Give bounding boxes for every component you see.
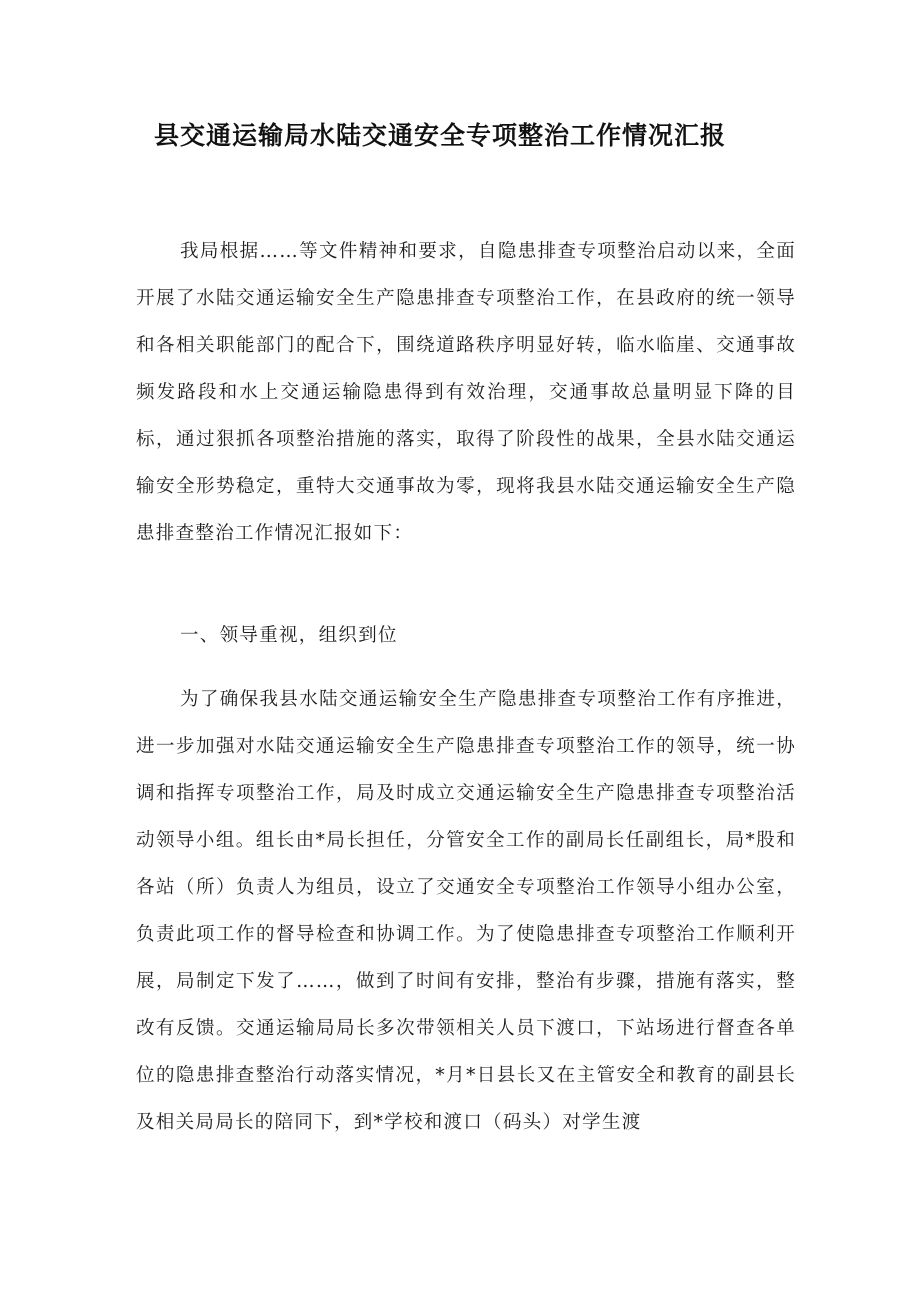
section-heading: 一、领导重视，组织到位 [180, 625, 398, 646]
section-paragraph: 为了确保我县水陆交通运输安全生产隐患排查专项整治工作有序推进，进一步加强对水陆交通运输安全生产隐患排查专项整治工作的领导，统一协调和指挥专项整治工作，局及时成立交通运输安全生产隐患排查专项整治活动领导小组。组长由*局长担任，分管安全工作的副局长任副组长，局*股和各站（所）负责人为组员，设立了交通安全专项整治工作领导小组办公室，负责此项工作的督导检查和协调工作。为了使隐患排查专项整治工作顺利开展，局制定下发了……，做到了时间有安排，整治有步骤，措施有落实，整改有反馈。交通运输局局长多次带领相关人员下渡口，下站场进行督查各单位的隐患排查整治行动落实情况，*月*日县长又在主管安全和教育的副县长及相关局局长的陪同下，到*学校和渡口（码头）对学生渡 [136, 689, 796, 1133]
intro-paragraph: 我局根据……等文件精神和要求，自隐患排查专项整治启动以来，全面开展了水陆交通运输安全生产隐患排查专项整治工作，在县政府的统一领导和各相关职能部门的配合下，围绕道路秩序明显好转，临水临崖、交通事故频发路段和水上交通运输隐患得到有效治理，交通事故总量明显下降的目标，通过狠抓各项整治措施的落实，取得了阶段性的战果，全县水陆交通运输安全形势稳定，重特大交通事故为零，现将我县水陆交通运输安全生产隐患排查整治工作情况汇报如下： [136, 241, 796, 544]
document-title: 县交通运输局水陆交通安全专项整治工作情况汇报 [153, 121, 726, 150]
